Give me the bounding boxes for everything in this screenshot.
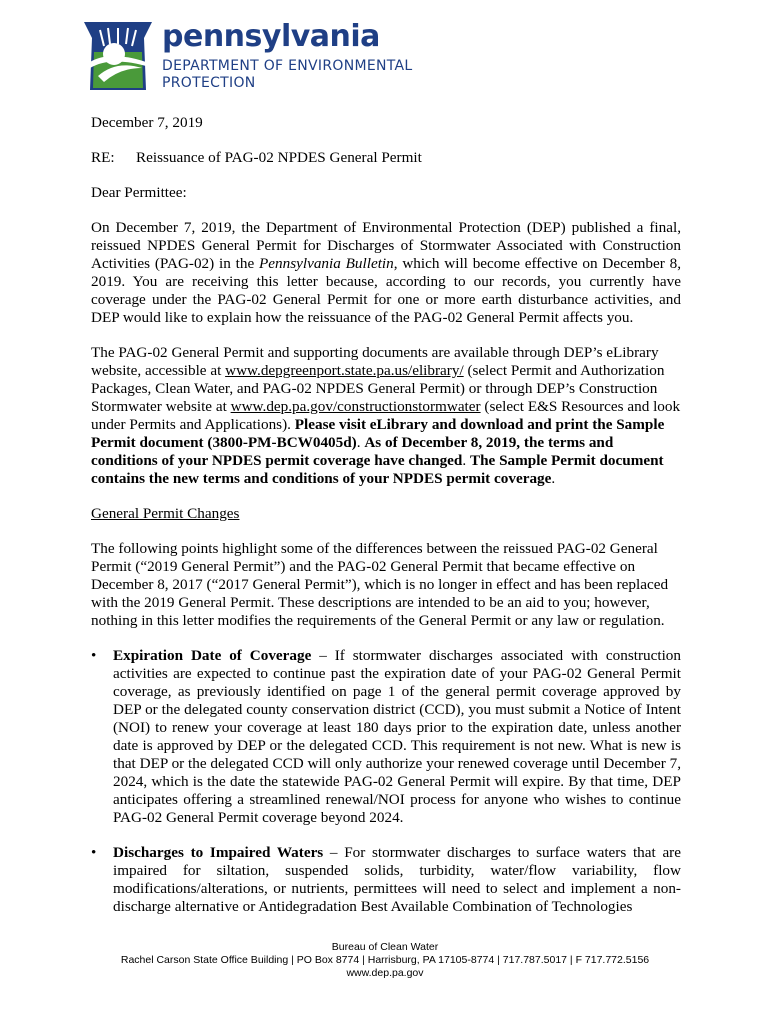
section-heading: General Permit Changes <box>91 505 240 522</box>
para2-f: . <box>551 470 556 487</box>
re-line <box>91 149 681 167</box>
paragraph-access <box>91 344 681 488</box>
stormwater-link[interactable]: www.dep.pa.gov/constructionstormwater <box>230 398 481 415</box>
footer-address: Rachel Carson State Office Building | PO Box 8774 | Harrisburg, PA 17105-8774 | 717.787.5017 | F 717.772.5156 <box>120 954 650 966</box>
para1-b: , which will become effective on December 8, 2019. You are receiving this letter because, according to our records, you currently have coverage under the PAG-02 General Permit for one or more earth disturbance activities, and DEP would like to explain how the reissuance of the PAG-02 General Permit affects you. <box>91 255 681 326</box>
paragraph-intro <box>91 219 681 327</box>
footer-bureau: Bureau of Clean Water <box>331 941 439 953</box>
changes-list <box>91 647 681 916</box>
para2-b: (select Permit and Authorization Packages, Clean Water, and PAG-02 NPDES General Permit) or through DEP’s Construction Stormwater website at <box>91 362 665 415</box>
pa-keystone-icon <box>80 16 156 96</box>
publication-name: Pennsylvania Bulletin <box>259 255 394 272</box>
bullet-title: Discharges to Impaired Waters <box>113 844 324 861</box>
list-item <box>91 844 681 916</box>
letter-body <box>91 114 681 933</box>
dept-name-line1: DEPARTMENT OF ENVIRONMENTAL <box>162 58 413 74</box>
footer-website: www.dep.pa.gov <box>346 967 424 979</box>
para2-c: (select E&S Resources and look under Permits and Applications). <box>91 398 681 433</box>
re-text: Reissuance of PAG-02 NPDES General Permit <box>136 149 422 166</box>
elibrary-link[interactable]: www.depgreenport.state.pa.us/elibrary/ <box>225 362 464 379</box>
para2-bold2: As of December 8, 2019, the terms and conditions of your NPDES permit coverage have changed <box>91 434 614 469</box>
bullet-text: – For stormwater discharges to surface waters that are impaired for siltation, suspended solids, turbidity, water/flow variability, flow modifications/alterations, or nutrients, permittees will need to select and implement a non-discharge alternative or Antidegradation Best Available Combination of Technologies <box>113 844 681 915</box>
re-label: RE: <box>91 149 115 166</box>
bullet-icon: • <box>91 844 97 861</box>
bullet-icon: • <box>91 647 97 664</box>
bullet-title: Expiration Date of Coverage <box>113 647 312 664</box>
dep-logo <box>80 16 420 96</box>
para2-d: . <box>356 434 365 451</box>
salutation: Dear Permittee: <box>91 184 187 201</box>
list-item <box>91 647 681 827</box>
para2-a: The PAG-02 General Permit and supporting documents are available through DEP’s eLibrary website, accessible at <box>91 344 659 379</box>
para2-bold1: Please visit eLibrary and download and print the Sample Permit document (3800-PM-BCW0405d) <box>91 416 665 451</box>
footer <box>0 941 770 980</box>
para2-bold3: The Sample Permit document contains the new terms and conditions of your NPDES permit coverage <box>91 452 664 487</box>
para1-a: On December 7, 2019, the Department of Environmental Protection (DEP) published a final, reissued NPDES General Permit for Discharges of Stormwater Associated with Construction Activities (PAG-02) in the <box>91 219 681 272</box>
para2-e: . <box>462 452 470 469</box>
bullet-text: – If stormwater discharges associated with construction activities are expected to continue past the expiration date of your PAG-02 General Permit coverage, as previously identified on page 1 of the general permit coverage approved by DEP or the delegated county conservation district (CCD), you must submit a Notice of Intent (NOI) to renew your coverage at least 180 days prior to the expiration date, unless another date is approved by DEP or the delegated CCD. This requirement is not new. What is new is that DEP or the delegated CCD will only authorize your renewed coverage until December 7, 2024, which is the date the statewide PAG-02 General Permit will expire. By that time, DEP anticipates offering a streamlined renewal/NOI process for anyone who wishes to continue PAG-02 General Permit coverage beyond 2024. <box>113 647 681 826</box>
dept-name-line2: PROTECTION <box>162 75 256 91</box>
org-name: pennsylvania <box>162 19 380 54</box>
paragraph-changes: The following points highlight some of the differences between the reissued PAG-02 General Permit (“2019 General Permit”) and the PAG-02 General Permit that became effective on December 8, 2017 (“2017 General Permit”), which is no longer in effect and has been replaced with the 2019 General Permit. These descriptions are intended to be an aid to you; however, nothing in this letter modifies the requirements of the General Permit or any law or regulation. <box>91 540 669 629</box>
letter-date: December 7, 2019 <box>91 114 203 131</box>
